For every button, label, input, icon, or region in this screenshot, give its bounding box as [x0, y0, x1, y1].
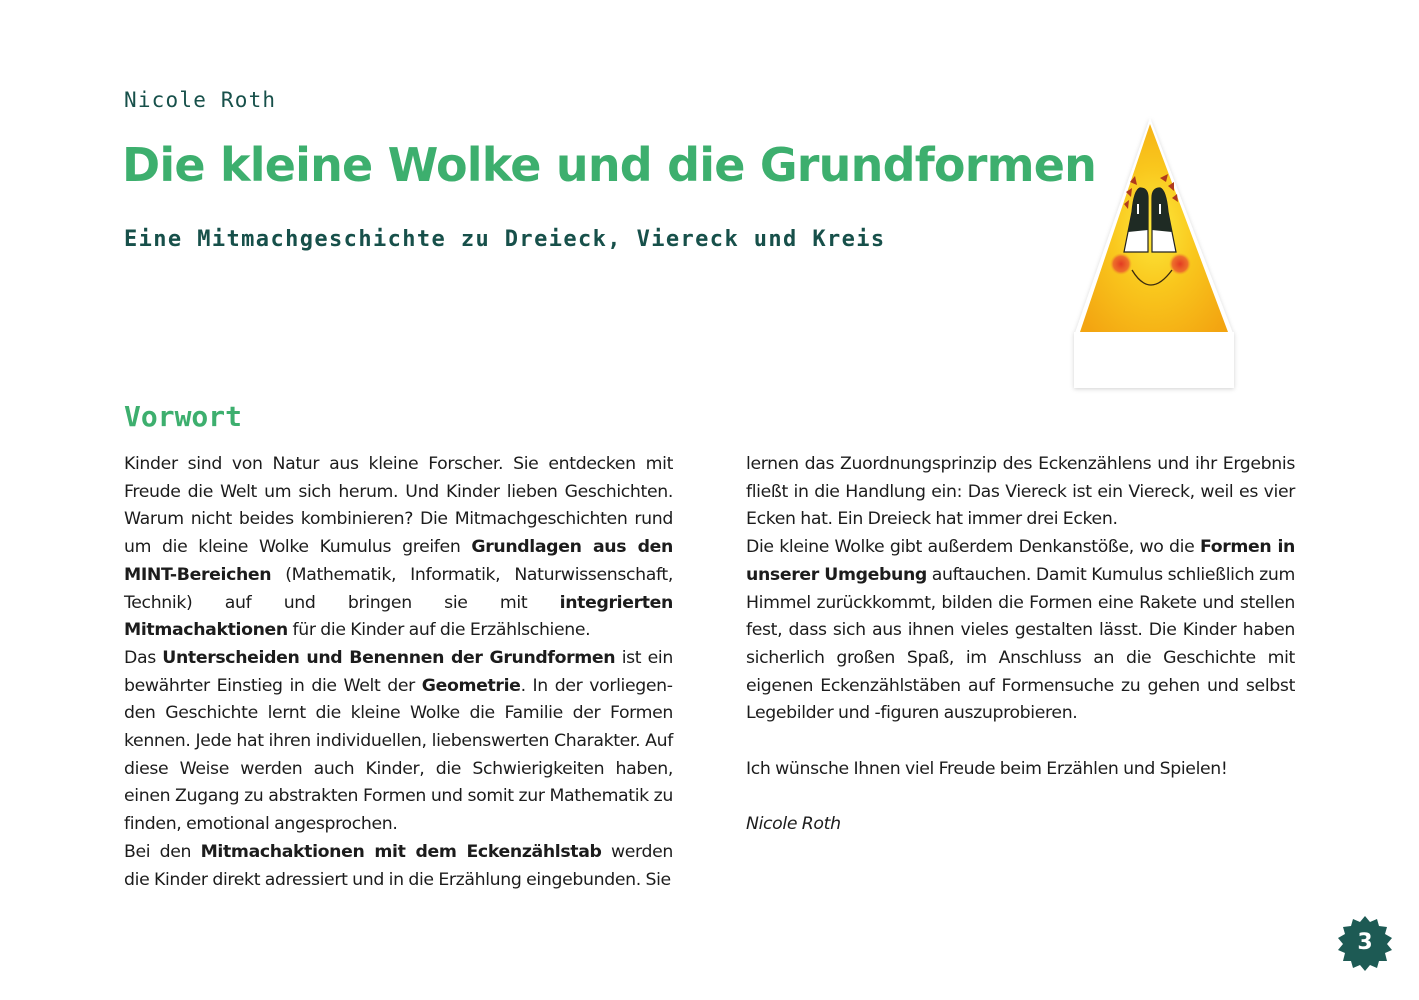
bold-text: Mitmachaktionen mit dem Eckenzählstab: [200, 841, 602, 862]
bold-text: Grundlagen aus den MINT-Bereichen: [124, 537, 673, 585]
text-column-left: [124, 451, 673, 894]
paragraph: [124, 645, 673, 839]
bold-text: Formen in unserer Umgebung: [746, 537, 1295, 585]
page-subtitle: Eine Mitmachgeschichte zu Dreieck, Viereck und Kreis: [124, 227, 886, 252]
triangle-character-icon: [1068, 112, 1240, 394]
text-column-right: [746, 451, 1295, 839]
text: werden die Kinder direkt adressiert und in die Erzählung eingebunden. Sie: [124, 841, 673, 890]
text: auftauchen. Damit Kumulus schließlich zum Himmel zurückkommt, bilden die Formen eine Rakete und stellen fest, dass sich aus ihnen vieles gestalten lässt. Die Kinder haben sicherlich großen Spaß, im Anschluss an die Geschichte mit eigenen Eckenzählstäben auf Formensuche zu gehen und selbst Legebilder und -figuren auszuprobieren.: [746, 564, 1295, 724]
page-title: Die kleine Wolke und die Grundformen: [122, 138, 1097, 192]
bold-text: Geometrie: [421, 675, 521, 696]
bold-text: Unterscheiden und Benennen der Grundformen: [162, 647, 616, 668]
text: lernen das Zuordnungsprinzip des Eckenzählens und ihr Ergebnis fließt in die Handlung ein: Das Viereck ist ein Viereck, weil es vier Ecken hat. Ein Dreieck hat immer drei Ecken.: [746, 454, 1295, 530]
page-number: 3: [1357, 930, 1373, 955]
text: (Mathematik, Informatik, Naturwissenschaft, Technik) auf und bringen sie mit: [124, 564, 673, 613]
text: . In der vorliegenden Geschichte lernt die kleine Wolke die Familie der Formen kennen. Jede hat ihren individuellen, liebenswerten Charakter. Auf diese Weise werden auch Kinder, die Schwierigkeiten haben, einen Zugang zu abstrakten Formen und somit zur Mathematik zu finden, emotional angesprochen.: [124, 675, 674, 835]
author-name: Nicole Roth: [124, 88, 277, 112]
paragraph: [746, 534, 1295, 728]
spacer: [746, 783, 1295, 811]
triangle-character-illustration: [1068, 112, 1240, 394]
text: Die kleine Wolke gibt außerdem Denkanstöße, wo die: [746, 537, 1200, 558]
spacer: [746, 728, 1295, 756]
page-number-badge: [1336, 914, 1394, 972]
text: Kinder sind von Natur aus kleine Forscher. Sie entdecken mit Freude die Welt um sich herum. Und Kinder lieben Geschichten. Warum nicht beides kombinieren? Die Mitmachgeschichten rund um die kleine Wolke Kumulus greifen: [124, 454, 673, 558]
text: Bei den: [124, 841, 201, 862]
section-heading-vorwort: Vorwort: [124, 400, 243, 433]
signature: Nicole Roth: [746, 814, 841, 835]
text: Das: [124, 647, 163, 668]
paragraph: [124, 839, 673, 894]
paragraph: [124, 451, 673, 645]
closing-line: Ich wünsche Ihnen viel Freude beim Erzählen und Spielen!: [746, 758, 1228, 779]
bold-text: integrierten Mitmachaktionen: [124, 592, 673, 641]
text: ist ein bewährter Einstieg in die Welt der: [124, 647, 673, 696]
text: für die Kinder auf die Erzählschiene.: [287, 620, 591, 641]
paragraph: [746, 451, 1295, 534]
